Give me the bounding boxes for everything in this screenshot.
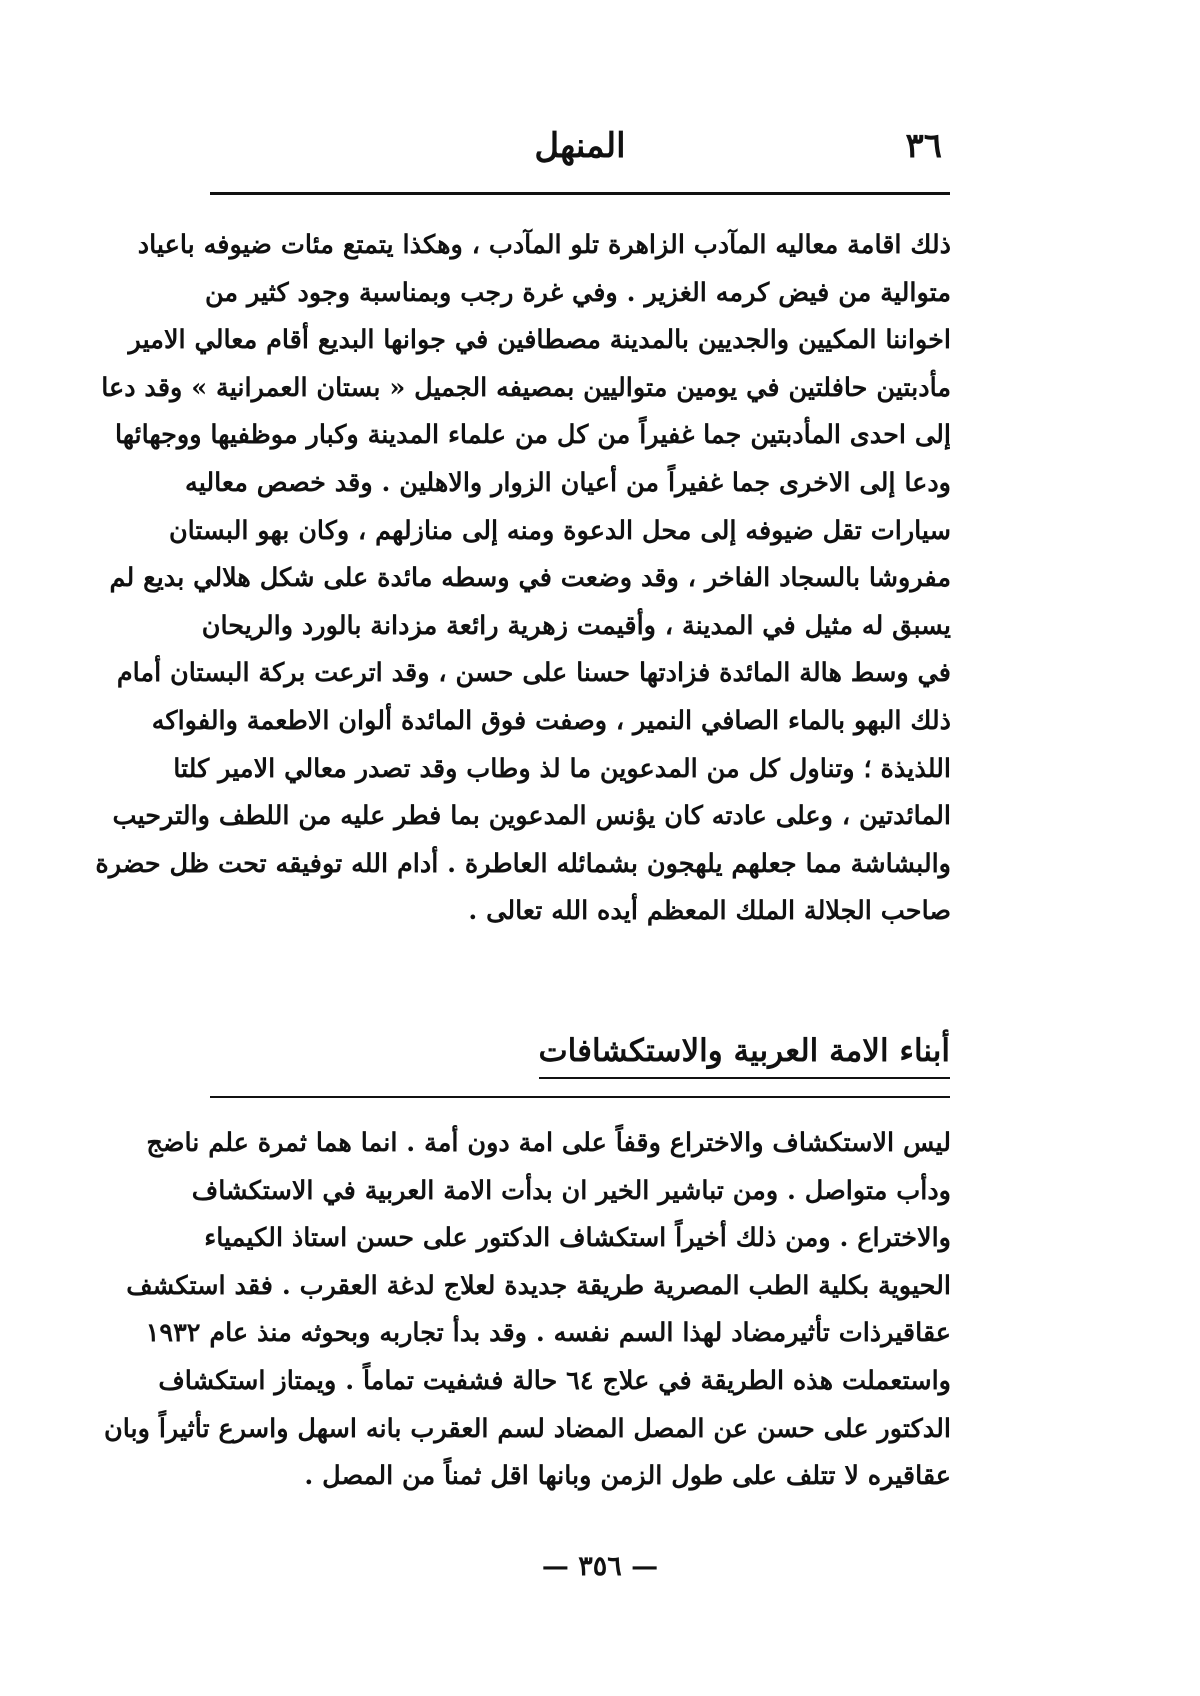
- header-divider: [210, 192, 950, 195]
- footer-page-number: — ٣٥٦ —: [541, 1551, 659, 1582]
- text-line: عقاقيرذات تأثيرمضاد لهذا السم نفسه . وقد بدأ تجاربه وبحوثه منذ عام ١٩٣٢: [145, 1318, 951, 1349]
- section-heading: أبناء الامة العربية والاستكشافات: [539, 1033, 951, 1079]
- text-line: مفروشا بالسجاد الفاخر ، وقد وضعت في وسطه مائدة على شكل هلالي بديع لم: [109, 563, 951, 594]
- journal-title: المنهل: [534, 126, 626, 166]
- text-line: الحيوية بكلية الطب المصرية طريقة جديدة لعلاج لدغة العقرب . فقد استكشف: [126, 1270, 951, 1301]
- text-line: اللذيذة ؛ وتناول كل من المدعوين ما لذ وطاب وقد تصدر معالي الامير كلتا: [173, 753, 951, 784]
- header-page-number: ٣٦: [905, 126, 942, 166]
- text-line: ليس الاستكشاف والاختراع وقفاً على امة دون أمة . انما هما ثمرة علم ناضج: [146, 1128, 951, 1158]
- text-line: الدكتور على حسن عن المصل المضاد لسم العقرب بانه اسهل واسرع تأثيراً وبان: [104, 1413, 951, 1444]
- text-line: اخواننا المكيين والجديين بالمدينة مصطافين في جوانها البديع أقام معالي الامير: [128, 325, 951, 356]
- paragraph-2: [104, 1120, 951, 1501]
- text-line: يسبق له مثيل في المدينة ، وأقيمت زهرية رائعة مزدانة بالورد والريحان: [201, 610, 951, 641]
- section-divider: [210, 1096, 950, 1098]
- text-line: ودأب متواصل . ومن تباشير الخير ان بدأت الامة العربية في الاستكشاف: [191, 1175, 951, 1206]
- text-line: مأدبتين حافلتين في يومين متواليين بمصيفه الجميل « بستان العمرانية » وقد دعا: [101, 372, 951, 403]
- text-line: والاختراع . ومن ذلك أخيراً استكشاف الدكتور على حسن استاذ الكيمياء: [204, 1223, 951, 1254]
- text-line: ذلك اقامة معاليه المآدب الزاهرة تلو المآدب ، وهكذا يتمتع مئات ضيوفه باعياد: [137, 230, 951, 260]
- text-line: والبشاشة مما جعلهم يلهجون بشمائله العاطرة . أدام الله توفيقه تحت ظل حضرة: [95, 848, 951, 879]
- text-line: إلى احدى المأدبتين جما غفيراً من كل من علماء المدينة وكبار موظفيها ووجهائها: [114, 420, 951, 451]
- text-line: ودعا إلى الاخرى جما غفيراً من أعيان الزوار والاهلين . وقد خصص معاليه: [185, 467, 951, 498]
- paragraph-1: [95, 222, 951, 936]
- text-line: في وسط هالة المائدة فزادتها حسنا على حسن ، وقد اترعت بركة البستان أمام: [116, 658, 951, 689]
- text-line: صاحب الجلالة الملك المعظم أيده الله تعالى .: [468, 896, 951, 927]
- text-line: واستعملت هذه الطريقة في علاج ٦٤ حالة فشفيت تماماً . ويمتاز استكشاف: [158, 1365, 951, 1396]
- page-header: [210, 118, 950, 178]
- text-line: متوالية من فيض كرمه الغزير . وفي غرة رجب وبمناسبة وجود كثير من: [205, 277, 951, 308]
- text-line: عقاقيره لا تتلف على طول الزمن وبانها اقل ثمناً من المصل .: [304, 1461, 951, 1492]
- text-line: المائدتين ، وعلى عادته كان يؤنس المدعوين بما فطر عليه من اللطف والترحيب: [112, 801, 951, 832]
- text-line: سيارات تقل ضيوفه إلى محل الدعوة ومنه إلى منازلهم ، وكان بهو البستان: [168, 515, 951, 546]
- text-line: ذلك البهو بالماء الصافي النمير ، وصفت فوق المائدة ألوان الاطعمة والفواكه: [151, 705, 951, 736]
